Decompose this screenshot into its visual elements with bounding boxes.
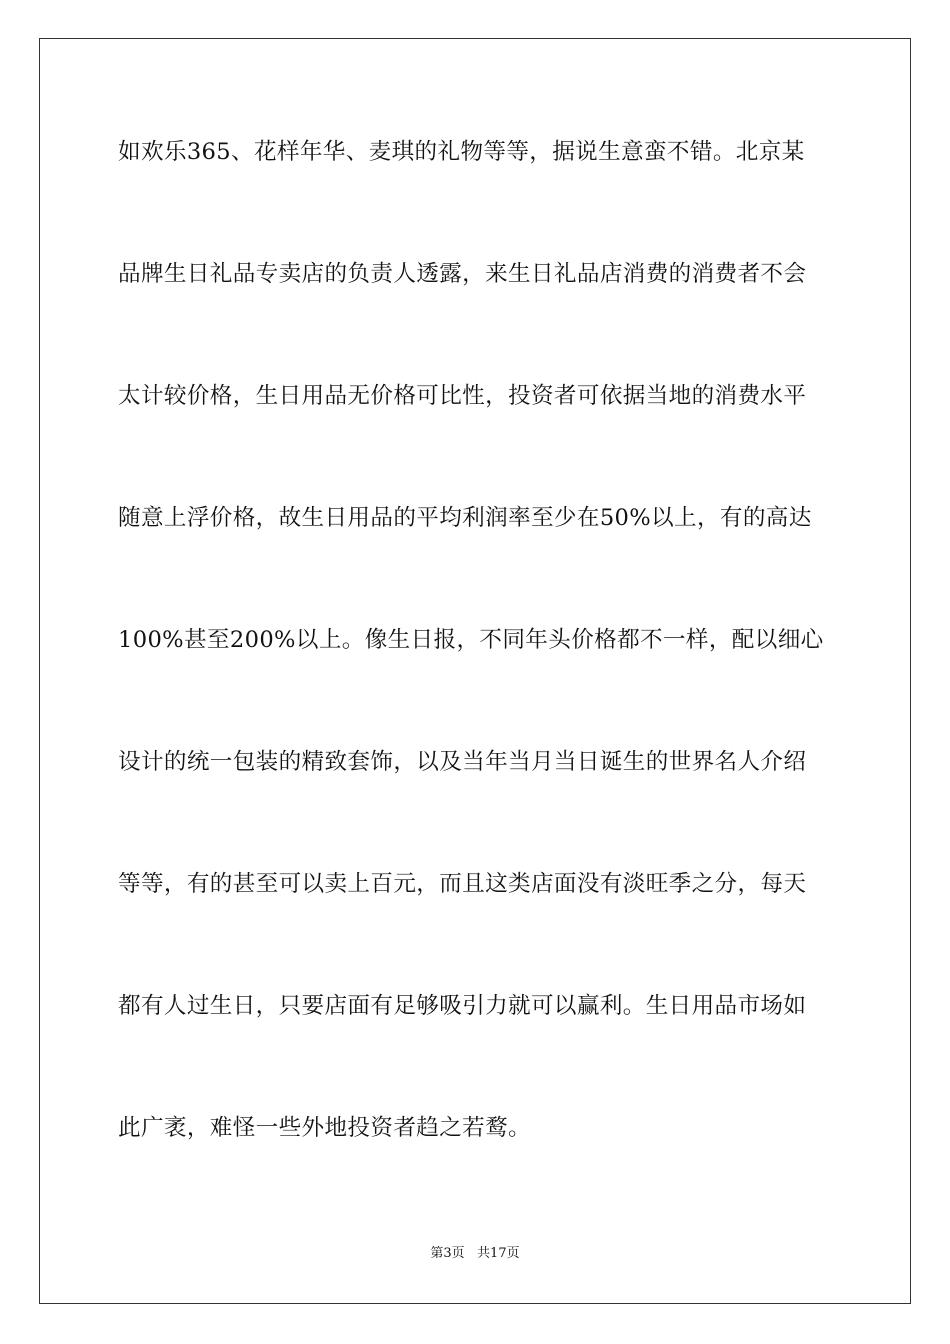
body-text-line: 品牌生日礼品专卖店的负责人透露，来生日礼品店消费的消费者不会: [118, 261, 807, 287]
body-text-line: 如欢乐365、花样年华、麦琪的礼物等等，据说生意蛮不错。北京某: [118, 139, 805, 165]
body-text-line: 此广袤，难怪一些外地投资者趋之若鹜。: [118, 1115, 531, 1141]
body-text-line: 随意上浮价格，故生日用品的平均利润率至少在50%以上，有的高达: [118, 505, 812, 531]
body-text-line: 设计的统一包装的精致套饰，以及当年当月当日诞生的世界名人介绍: [118, 749, 807, 775]
body-text-line: 太计较价格，生日用品无价格可比性，投资者可依据当地的消费水平: [118, 383, 807, 409]
body-text-line: 都有人过生日，只要店面有足够吸引力就可以赢利。生日用品市场如: [118, 993, 807, 1019]
body-text-line: 等等，有的甚至可以卖上百元，而且这类店面没有淡旺季之分，每天: [118, 871, 807, 897]
page-number-footer: 第3页 共17页: [430, 1246, 520, 1261]
body-text-line: 100%甚至200%以上。像生日报，不同年头价格都不一样，配以细心: [118, 627, 824, 653]
